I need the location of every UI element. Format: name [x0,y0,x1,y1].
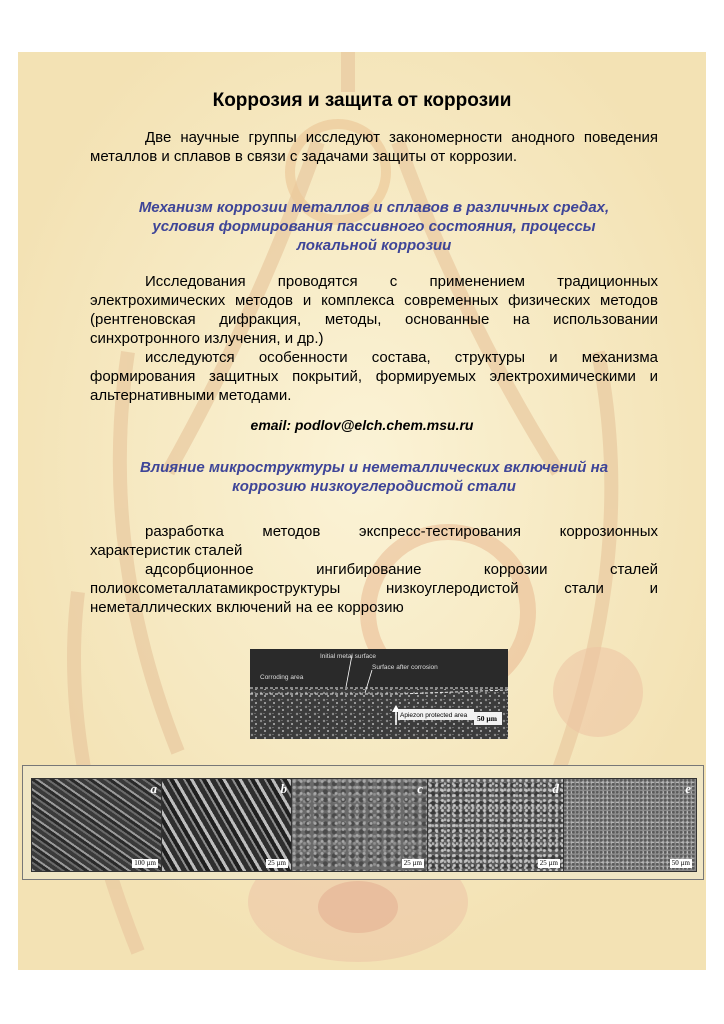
page-content [18,52,706,970]
poster-page [18,52,706,970]
panel-letter: a [150,781,157,796]
label-protected-area: Apiezon protected area [400,712,468,719]
section2-paragraph-1: разработка методов экспресс-тестирования коррозионных характеристик сталей [90,523,658,559]
panel-scale-bar: 25 µm [267,859,286,867]
page-title: Коррозия и защита от коррозии [212,90,512,111]
panel-letter: e [685,781,691,796]
micrograph-panel-e [563,778,697,872]
micrograph-strip [22,765,704,880]
panel-letter: d [552,781,559,796]
section2-heading-line: коррозию низкоуглеродистой стали [232,478,516,495]
panel-scale-bar: 50 µm [671,859,690,867]
section2-paragraph-2: адсорбционное ингибирование коррозии сталей полиоксометаллатамикроструктуры низкоуглеродистой стали и неметаллических включений на ее коррозию [90,561,658,616]
section1-heading-line: условия формирования пассивного состояния, процессы [152,218,596,235]
section2-heading-line: Влияние микроструктуры и неметаллических включений на [139,459,609,476]
panel-scale-bar: 25 µm [403,859,422,867]
figure1-scale-bar: 50 µm [477,714,497,723]
label-corroding-area: Corroding area [260,674,304,681]
section1-heading-line: Механизм коррозии металлов и сплавов в различных средах, [138,199,610,216]
label-after-corrosion: Surface after corrosion [372,664,438,671]
panel-letter: b [280,781,287,796]
micrograph-panel-b [161,778,293,872]
panel-scale-bar: 100 µm [134,859,156,867]
contact-email[interactable]: email: podlov@elch.chem.msu.ru [250,417,474,433]
section1-heading-line: локальной коррозии [296,237,452,254]
micrograph-panel-a [31,778,163,872]
section2-heading [90,458,658,496]
intro-paragraph: Две научные группы исследуют закономерности анодного поведения металлов и сплавов в связи с задачами защиты от коррозии. [90,129,658,165]
section1-heading [90,198,658,255]
cross-section-micrograph [250,649,508,739]
panel-scale-bar: 25 µm [539,859,558,867]
micrograph-panel-d [427,778,565,872]
panel-letter: c [417,781,423,796]
micrograph-panel-c [291,778,429,872]
section1-paragraph-1: Исследования проводятся с применением традиционных электрохимических методов и комплекса современных физических методов (рентгеновская дифракция, методы, основанные на использовании синхротронного излучения, и др.) [90,273,658,347]
section1-paragraph-2: исследуются особенности состава, структуры и механизма формирования защитных покрытий, формируемых электрохимическими и альтернативными методами. [90,349,658,404]
label-initial-surface: Initial metal surface [320,653,376,660]
